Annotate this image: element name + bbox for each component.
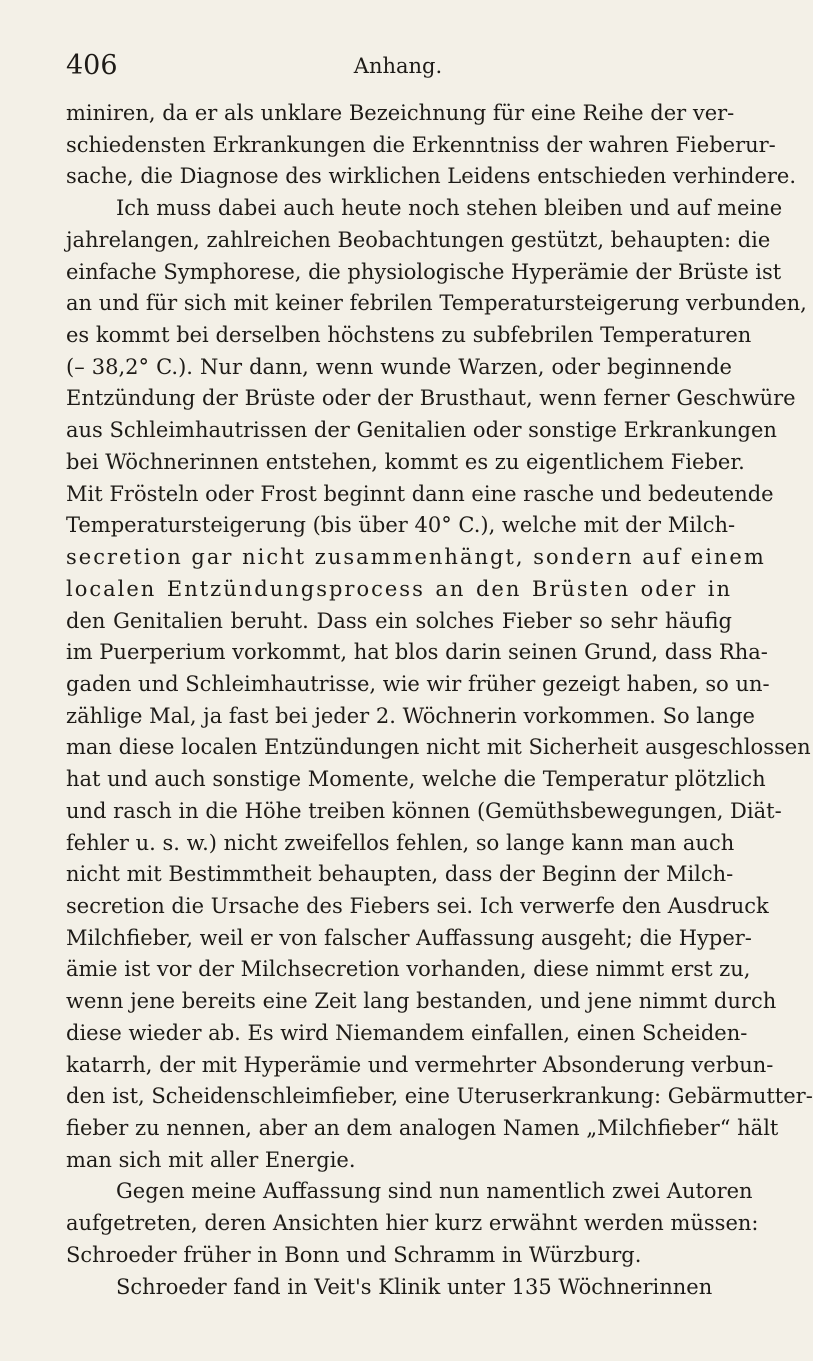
text-line: Schroeder fand in Veit's Klinik unter 135 Wöchnerinnen <box>116 1274 713 1299</box>
text-line: hat und auch sonstige Momente, welche die Temperatur plötzlich <box>66 767 766 792</box>
text-line: bei Wöchnerinnen entstehen, kommt es zu eigentlichem Fieber. <box>66 449 745 474</box>
text-line: Temperatursteigerung (bis über 40° C.), welche mit der Milch- <box>66 513 736 538</box>
text-line: nicht mit Bestimmtheit behaupten, dass der Beginn der Milch- <box>66 862 734 887</box>
text-line: Schroeder früher in Bonn und Schramm in Würzburg. <box>66 1242 642 1267</box>
text-line: fehler u. s. w.) nicht zweifellos fehlen, so lange kann man auch <box>66 830 735 855</box>
text-line: aus Schleimhautrissen der Genitalien oder sonstige Erkrankungen <box>66 418 777 443</box>
text-line: jahrelangen, zahlreichen Beobachtungen gestützt, behaupten: die <box>66 227 771 252</box>
text-line: man sich mit aller Energie. <box>66 1147 356 1172</box>
text-line: gaden und Schleimhautrisse, wie wir früher gezeigt haben, so un- <box>66 671 770 696</box>
text-line: Gegen meine Auffassung sind nun namentlich zwei Autoren <box>116 1179 753 1204</box>
text-line: im Puerperium vorkommt, hat blos darin seinen Grund, dass Rha- <box>66 640 768 665</box>
text-line: katarrh, der mit Hyperämie und vermehrter Absonderung verbun- <box>66 1052 774 1077</box>
text-line: diese wieder ab. Es wird Niemandem einfallen, einen Scheiden- <box>66 1020 748 1045</box>
text-line: Mit Frösteln oder Frost beginnt dann eine rasche und bedeutende <box>66 481 774 506</box>
text-line: man diese localen Entzündungen nicht mit Sicherheit ausgeschlossen <box>66 735 811 760</box>
text-line: (– 38,2° C.). Nur dann, wenn wunde Warzen, oder beginnende <box>66 354 732 379</box>
text-line: den Genitalien beruht. Dass ein solches Fieber so sehr häufig <box>66 608 732 633</box>
text-line: fieber zu nennen, aber an dem analogen Namen „Milchfieber“ hält <box>66 1116 779 1140</box>
text-line: secretion die Ursache des Fiebers sei. Ich verwerfe den Ausdruck <box>66 893 769 918</box>
text-line: Entzündung der Brüste oder der Brusthaut, wenn ferner Geschwüre <box>66 386 796 411</box>
text-line: aufgetreten, deren Ansichten hier kurz erwähnt werden müssen: <box>66 1211 759 1236</box>
text-line: einfache Symphorese, die physiologische Hyperämie der Brüste ist <box>66 259 782 284</box>
text-line: es kommt bei derselben höchstens zu subfebrilen Temperaturen <box>66 323 752 348</box>
text-line: localen Entzündungsprocess an den Brüsten oder in <box>66 576 732 601</box>
text-line: den ist, Scheidenschleimfieber, eine Uteruserkrankung: Gebärmutter- <box>66 1084 813 1109</box>
text-line: wenn jene bereits eine Zeit lang bestanden, und jene nimmt durch <box>66 989 777 1014</box>
text-line: zählige Mal, ja fast bei jeder 2. Wöchnerin vorkommen. So lange <box>66 703 755 728</box>
text-line: secretion gar nicht zusammenhängt, sondern auf einem <box>66 545 766 570</box>
text-line: miniren, da er als unklare Bezeichnung für eine Reihe der ver- <box>66 101 735 125</box>
text-line: und rasch in die Höhe treiben können (Gemüthsbewegungen, Diät- <box>66 798 782 823</box>
page-number: 406 <box>66 50 118 81</box>
text-line: an und für sich mit keiner febrilen Temperatursteigerung verbunden, <box>66 291 807 316</box>
text-line: Milchfieber, weil er von falscher Auffassung ausgeht; die Hyper- <box>66 925 752 950</box>
body-text <box>66 98 813 1303</box>
text-line: ämie ist vor der Milchsecretion vorhanden, diese nimmt erst zu, <box>66 957 751 982</box>
text-line: Ich muss dabei auch heute noch stehen bleiben und auf meine <box>116 196 783 221</box>
text-line: sache, die Diagnose des wirklichen Leidens entschieden verhindere. <box>66 164 797 189</box>
page-header <box>66 46 730 86</box>
text-line: schiedensten Erkrankungen die Erkenntniss der wahren Fieberur- <box>66 132 776 157</box>
running-head: Anhang. <box>353 54 443 78</box>
